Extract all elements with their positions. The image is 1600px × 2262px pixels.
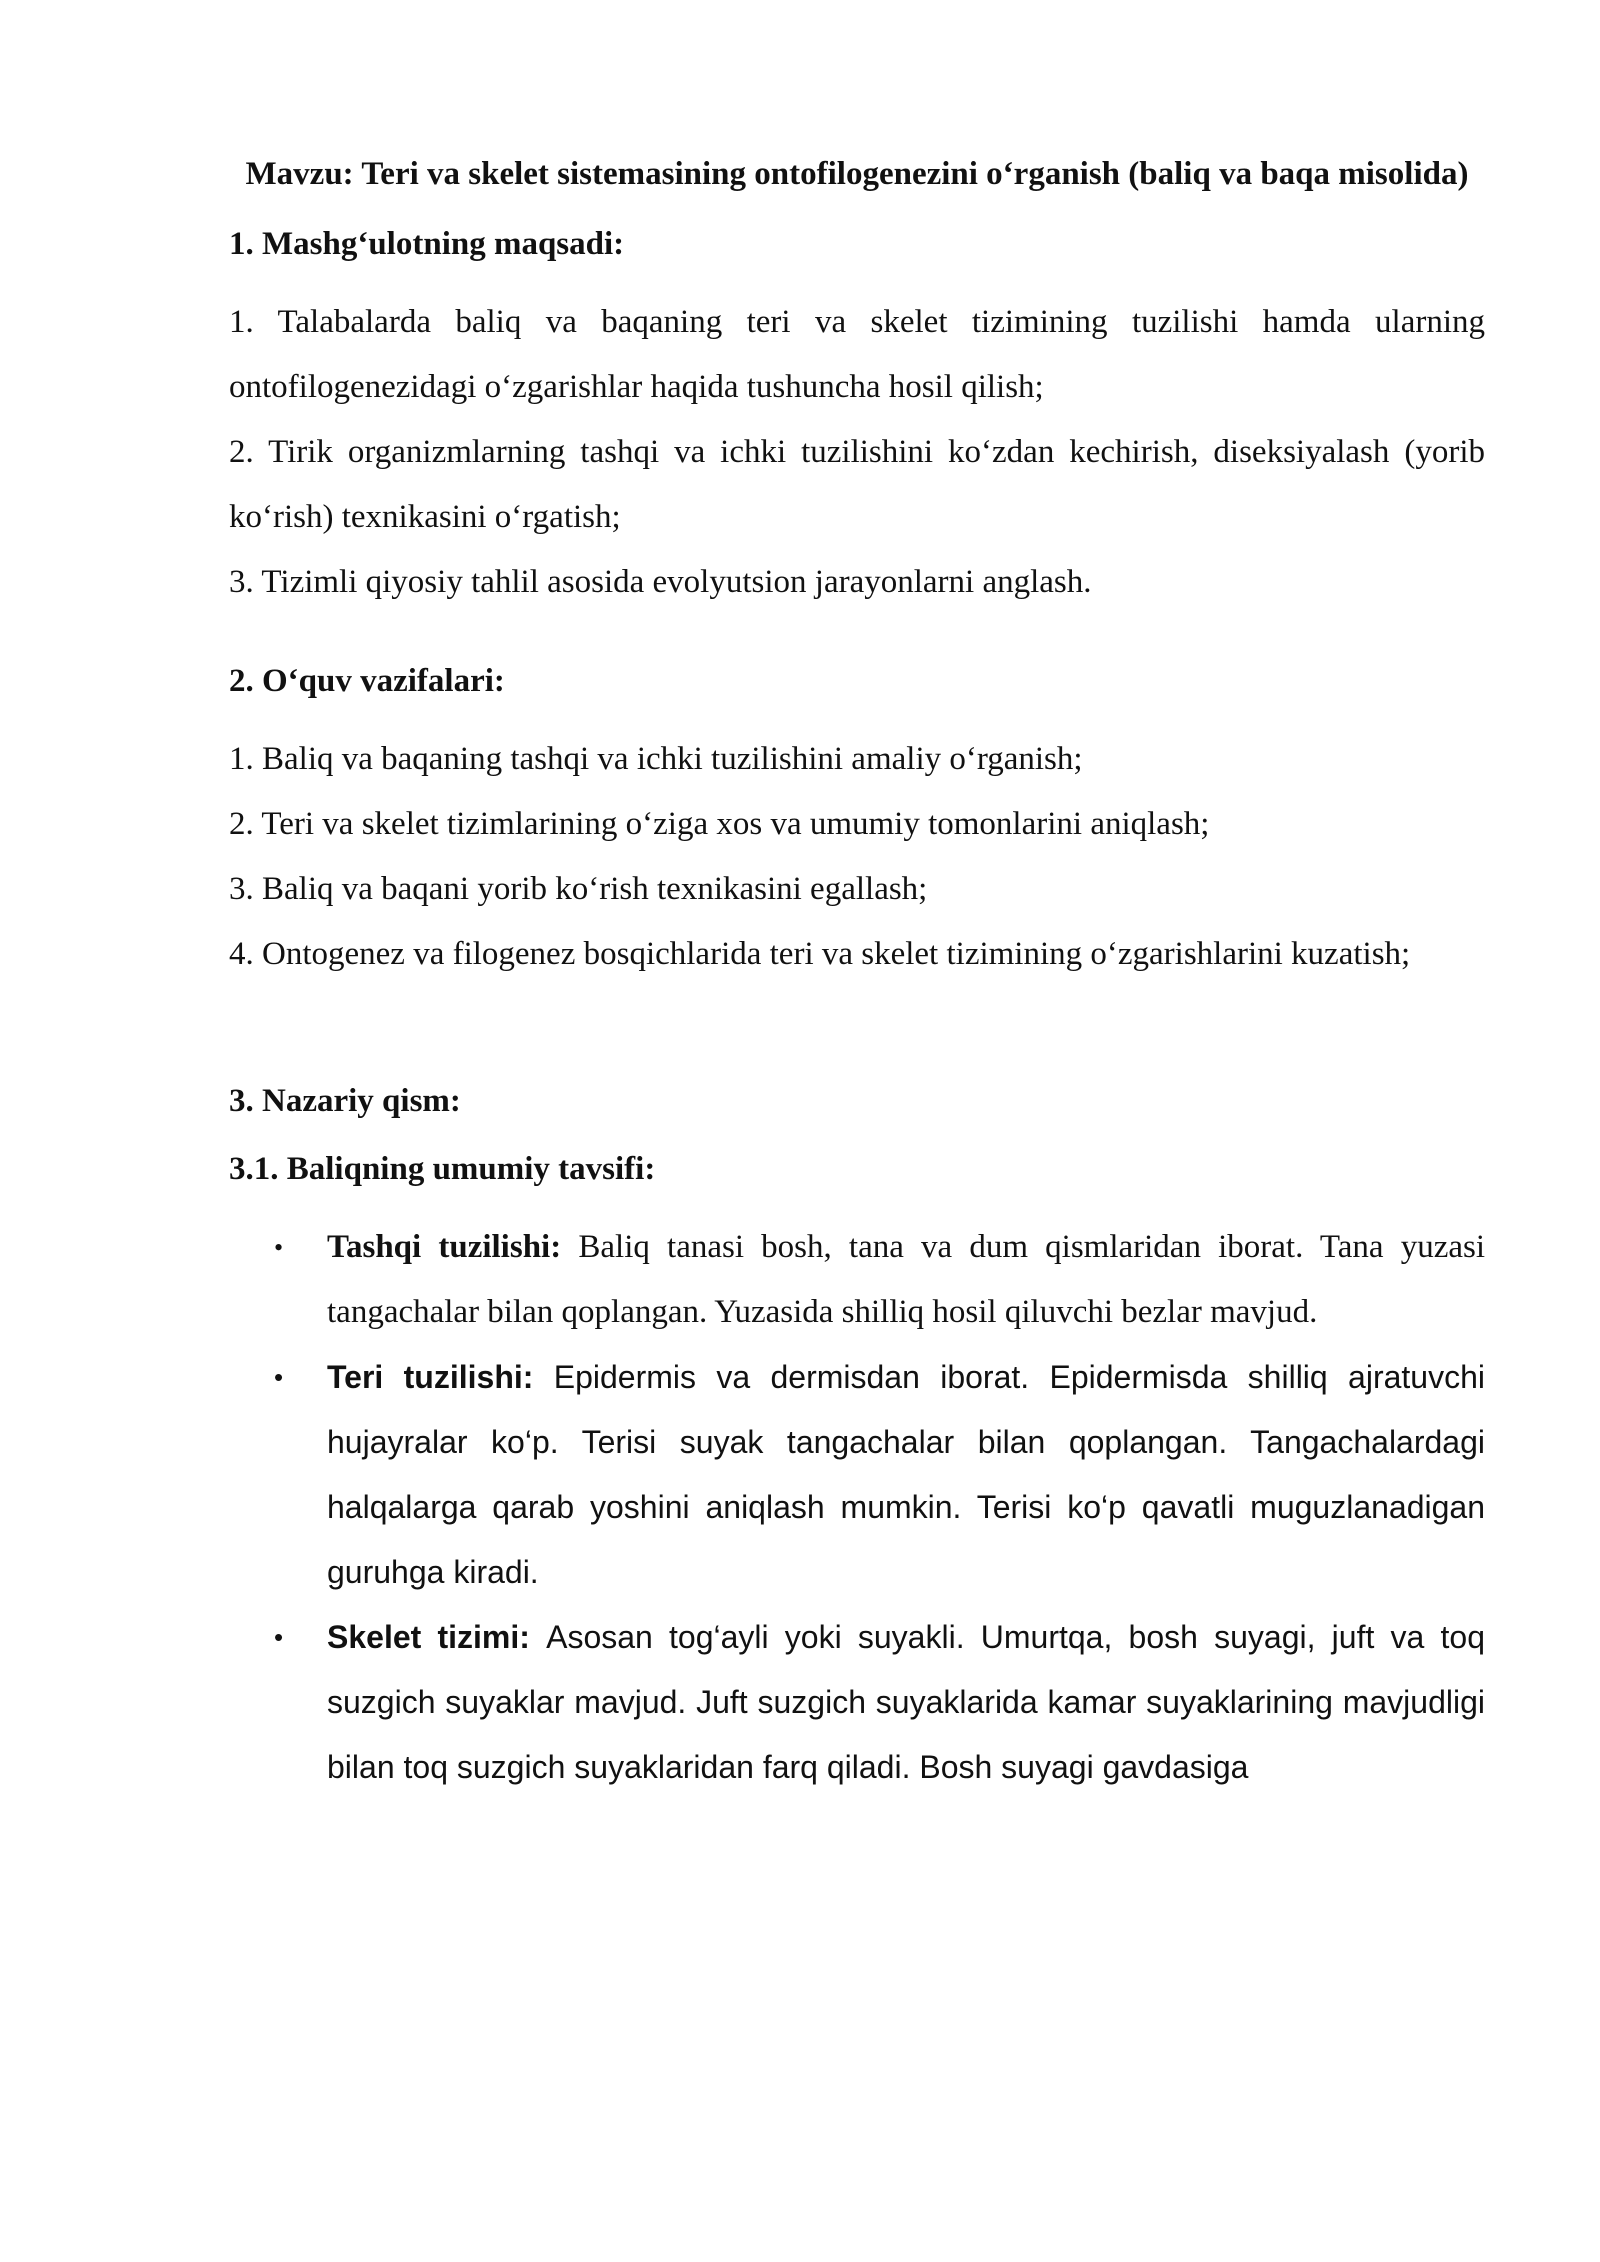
section-heading-theory: 3. Nazariy qism: — [229, 1083, 461, 1119]
task-item: 4. Ontogenez va filogenez bosqichlarida teri va skelet tizimining o‘zgarishlarini kuzatish; — [229, 936, 1411, 972]
item-lead: Teri tuzilishi: — [327, 1359, 554, 1395]
item-lead: Tashqi tuzilishi: — [327, 1229, 579, 1265]
list-item — [229, 1605, 1485, 1800]
tasks-list — [229, 727, 1485, 987]
fish-description-list — [229, 1215, 1485, 1800]
document-title: Mavzu: Teri va skelet sistemasining ontofilogenezini o‘rganish (baliq va baqa misolida) — [245, 156, 1469, 192]
bullet-icon: • — [274, 1622, 284, 1652]
task-item: 2. Teri va skelet tizimlarining o‘ziga xos va umumiy tomonlarini aniqlash; — [229, 806, 1210, 842]
bullet-icon: • — [274, 1233, 284, 1262]
item-text: Asosan tog‘ayli yoki suyakli. Umurtqa, bosh suyagi, juft va toq suzgich suyaklar mavjud. Juft suzgich suyaklarida kamar suyaklarining mavjudligi bilan toq suzgich suyaklaridan farq qiladi. Bosh suyagi gavdasiga — [327, 1619, 1486, 1785]
item-text: Epidermis va dermisdan iborat. Epidermisda shilliq ajratuvchi hujayralar ko‘p. Terisi suyak tangachalar bilan qoplangan. Tangachalardagi halqalarga qarab yoshini aniqlash mumkin. Terisi ko‘p qavatli muguzlanadigan guruhga kiradi. — [327, 1359, 1486, 1590]
item-text: Baliq tanasi bosh, tana va dum qismlaridan iborat. Tana yuzasi tangachalar bilan qoplangan. Yuzasida shilliq hosil qiluvchi bezlar mavjud. — [327, 1229, 1486, 1330]
list-item — [229, 1345, 1485, 1605]
subsection-heading-fish: 3.1. Baliqning umumiy tavsifi: — [229, 1151, 656, 1187]
document-page — [229, 150, 1485, 1800]
task-item: 1. Baliq va baqaning tashqi va ichki tuzilishini amaliy o‘rganish; — [229, 741, 1083, 777]
goal-item: 2. Tirik organizmlarning tashqi va ichki tuzilishini ko‘zdan kechirish, diseksiyalash (yorib ko‘rish) texnikasini o‘rgatish; — [229, 434, 1485, 535]
item-lead: Skelet tizimi: — [327, 1619, 547, 1655]
task-item: 3. Baliq va baqani yorib ko‘rish texnikasini egallash; — [229, 871, 928, 907]
goal-item: 3. Tizimli qiyosiy tahlil asosida evolyutsion jarayonlarni anglash. — [229, 564, 1092, 600]
goals-list — [229, 290, 1485, 615]
bullet-icon: • — [274, 1362, 284, 1392]
section-heading-tasks: 2. O‘quv vazifalari: — [229, 663, 505, 699]
list-item — [229, 1215, 1485, 1345]
goal-item: 1. Talabalarda baliq va baqaning teri va skelet tizimining tuzilishi hamda ularning ontofilogenezidagi o‘zgarishlar haqida tushuncha hosil qilish; — [229, 304, 1485, 405]
section-heading-goals: 1. Mashg‘ulotning maqsadi: — [229, 226, 625, 262]
